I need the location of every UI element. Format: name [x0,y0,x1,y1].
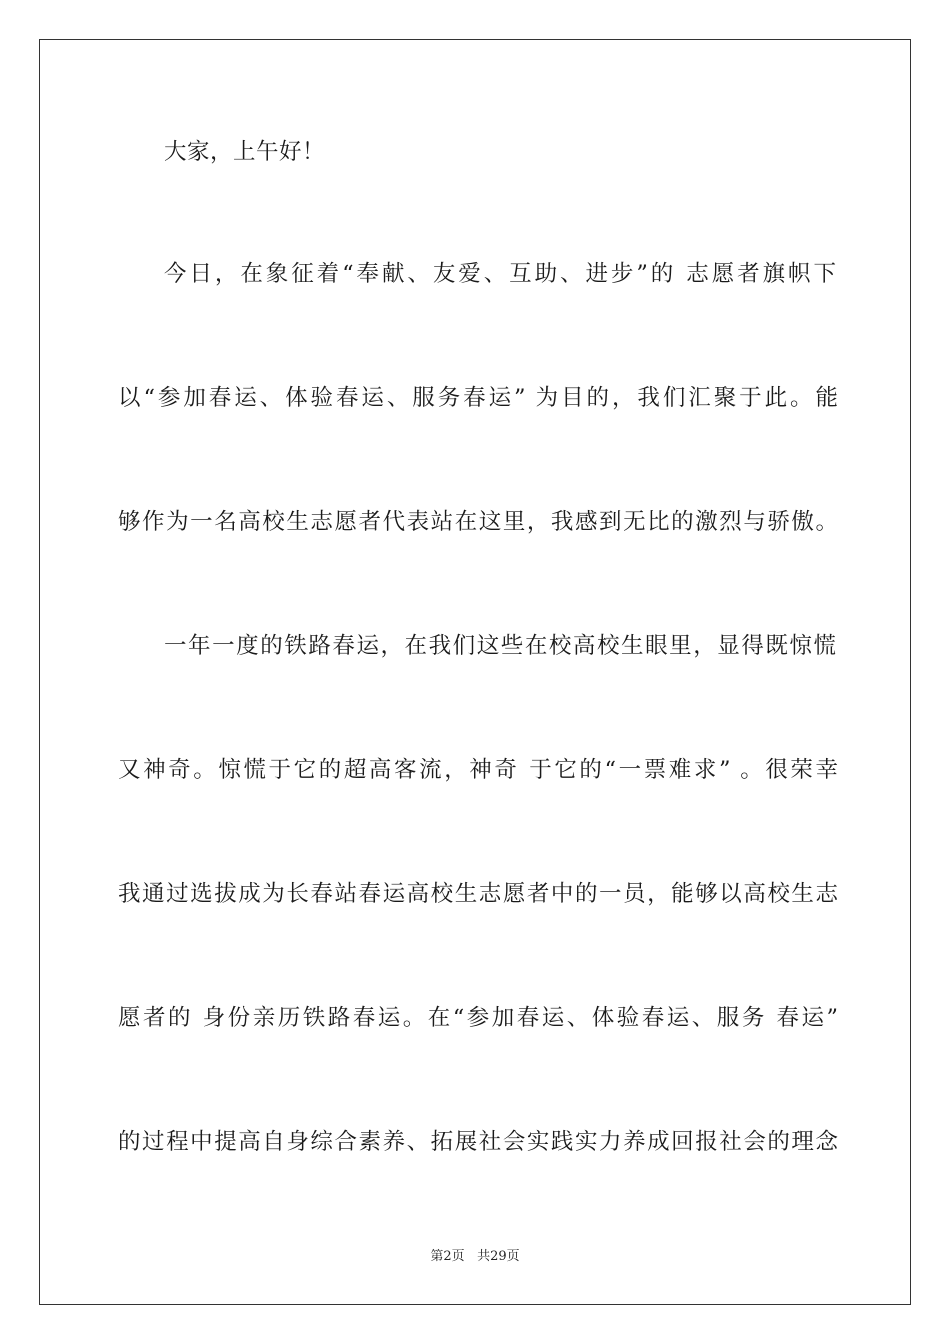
body-line-1: 今日，在象征着“奉献、友爱、互助、进步”的 志愿者旗帜下 [164,261,836,287]
footer-page-unit: 页 [451,1249,465,1264]
page-footer [0,1248,950,1266]
body-line-2: 以“参加春运、体验春运、服务春运” 为目的，我们汇聚于此。能 [118,385,838,411]
footer-page-number: 2 [443,1249,452,1264]
footer-total-label: 共 [477,1249,491,1264]
greeting-line: 大家，上午好！ [164,139,326,165]
body-line-7: 愿者的 身份亲历铁路春运。在“参加春运、体验春运、服务 春运” [118,1005,838,1031]
body-line-4: 一年一度的铁路春运，在我们这些在校高校生眼里，显得既惊慌 [164,633,836,659]
footer-total-unit: 页 [506,1249,520,1264]
body-line-3: 够作为一名高校生志愿者代表站在这里，我感到无比的激烈与骄傲。 [118,509,838,535]
page-border [39,39,911,1305]
footer-total-pages: 29 [490,1249,507,1264]
body-line-8: 的过程中提高自身综合素养、拓展社会实践实力养成回报社会的理念 [118,1129,838,1155]
footer-page-label: 第 [430,1249,444,1264]
body-line-5: 又神奇。惊慌于它的超高客流，神奇 于它的“一票难求” 。很荣幸 [118,757,838,783]
body-line-6: 我通过选拔成为长春站春运高校生志愿者中的一员，能够以高校生志 [118,881,838,907]
